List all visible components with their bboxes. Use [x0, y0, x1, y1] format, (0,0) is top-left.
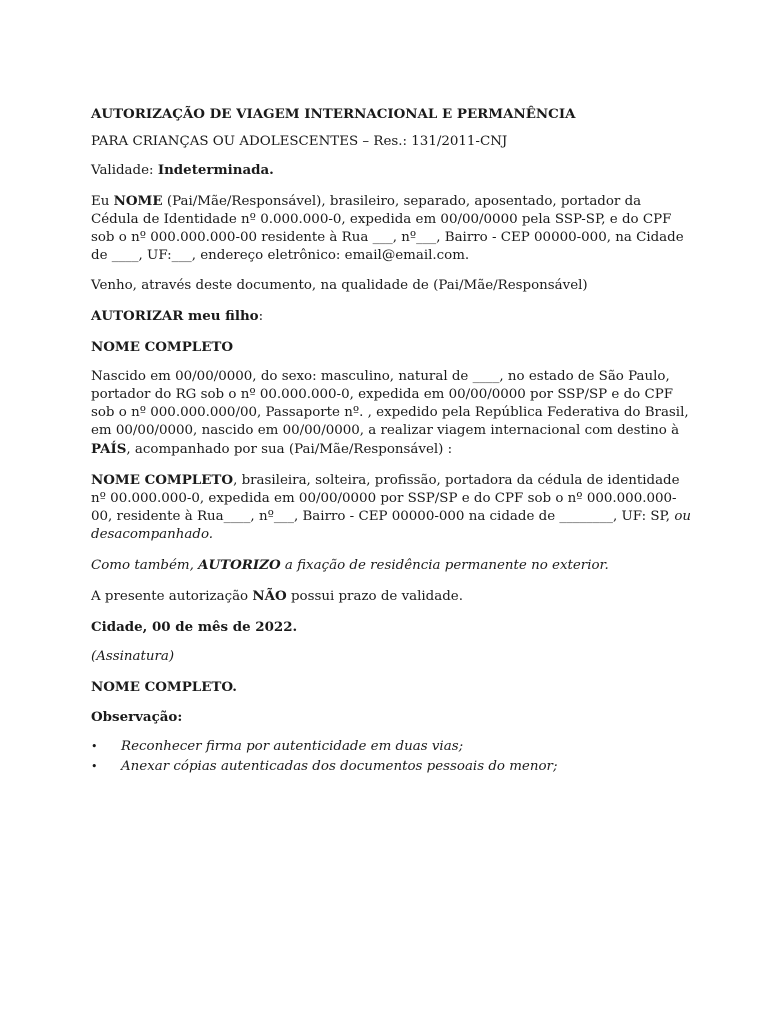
authorize-bold: AUTORIZAR meu filho [91, 308, 259, 324]
authorize-rest: : [258, 309, 264, 324]
bullet-icon: • [91, 740, 98, 753]
signature-line: (Assinatura) [91, 649, 175, 664]
document-subtitle: PARA CRIANÇAS OU ADOLESCENTES – Res.: 131/2011-CNJ [91, 134, 508, 149]
child-details-paragraph [91, 368, 691, 459]
document-body [91, 105, 691, 778]
place-date: Cidade, 00 de mês de 2022. [91, 619, 298, 635]
document-title: AUTORIZAÇÃO DE VIAGEM INTERNACIONAL E PERMANÊNCIA [91, 106, 576, 122]
authorize-line [91, 307, 691, 326]
child-details-after: , acompanhado por sua (Pai/Mãe/Responsável) : [126, 442, 453, 457]
bullet-icon: • [91, 760, 98, 773]
list-item [91, 738, 691, 756]
residence-prefix: Como também, [91, 558, 199, 573]
signer-name: NOME COMPLETO. [91, 679, 237, 695]
validity-value: Indeterminada. [157, 162, 274, 178]
destination-country: PAÍS [91, 441, 127, 457]
statement-paragraph: Venho, através deste documento, na qualidade de (Pai/Mãe/Responsável) [91, 278, 588, 293]
residence-rest: a fixação de residência permanente no exterior. [280, 558, 609, 573]
declarant-name: NOME [113, 193, 163, 209]
observation-text: Reconhecer firma por autenticidade em duas vias; [121, 739, 464, 754]
observation-list [91, 738, 691, 776]
companion-text: , brasileira, solteira, profissão, portadora da cédula de identidade nº 00.000.000-0, expedida em 00/00/0000 por SSP/SP e do CPF sob o nº 000.000.000-00, residente à Rua____, nº___, Bairro - CEP 00000-000 na cidade de ________, UF: SP, [91, 473, 680, 524]
residence-bold: AUTORIZO [198, 557, 281, 573]
observation-text: Anexar cópias autenticadas dos documentos pessoais do menor; [121, 759, 558, 774]
declarant-text: (Pai/Mãe/Responsável), brasileiro, separado, aposentado, portador da Cédula de Identidade nº 0.000.000-0, expedida em 00/00/0000 pela SSP-SP, e do CPF sob o nº 000.000.000-00 residente à Rua ___, nº___, Bairro - CEP 00000-000, na Cidade de ____, UF:___, endereço eletrônico: email@email.com. [91, 194, 684, 263]
companion-paragraph [91, 471, 691, 544]
companion-tail: ou desacompanhado. [91, 509, 692, 542]
companion-name: NOME COMPLETO [91, 472, 234, 488]
no-deadline-prefix: A presente autorização [91, 589, 253, 604]
no-deadline-rest: possui prazo de validade. [286, 589, 463, 604]
child-details-text: Nascido em 00/00/0000, do sexo: masculino, natural de ____, no estado de São Paulo, portador do RG sob o nº 00.000.000-0, expedida em 00/00/0000 por SSP/SP e do CPF sob o nº 000.000.000/00, Passaporte nº. , expedido pela República Federativa do Brasil, em 00/00/0000, nascido em 00/00/0000, a realizar viagem internacional com destino à [91, 369, 689, 438]
residence-paragraph [91, 556, 691, 575]
no-deadline-paragraph [91, 587, 691, 606]
observation-label: Observação: [91, 709, 183, 725]
declarant-paragraph [91, 192, 691, 265]
list-item [91, 758, 691, 776]
no-deadline-bold: NÃO [252, 588, 287, 604]
child-name: NOME COMPLETO [91, 339, 234, 355]
validity-label: Validade: [91, 163, 158, 178]
declarant-prefix: Eu [91, 194, 114, 209]
validity-line [91, 161, 691, 180]
